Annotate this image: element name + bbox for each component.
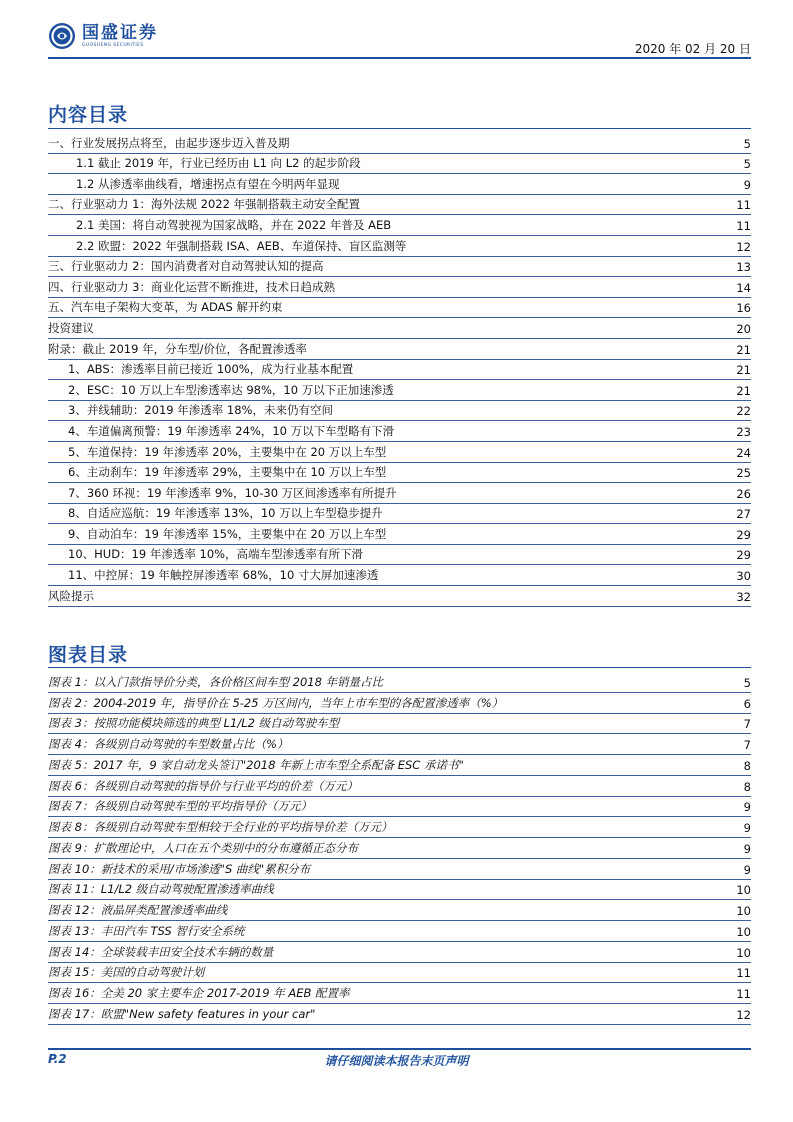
entry-page-number: 6 <box>743 696 751 711</box>
entry-title: 图表 3：按照功能模块筛选的典型 L1/L2 级自动驾驶车型 <box>48 716 340 731</box>
figure-entry[interactable] <box>48 921 751 942</box>
toc-entry[interactable] <box>48 565 751 586</box>
entry-page-number: 32 <box>736 589 751 604</box>
toc-entry[interactable] <box>48 236 751 257</box>
entry-page-number: 8 <box>743 758 751 773</box>
entry-title: 图表 10：新技术的采用/市场渗透"S 曲线"累积分布 <box>48 861 311 876</box>
figure-entry[interactable] <box>48 714 751 735</box>
toc-entry[interactable] <box>48 277 751 298</box>
entry-title: 11、中控屏：19 年触控屏渗透率 68%，10 寸大屏加速渗透 <box>68 568 379 583</box>
entry-title: 三、行业驱动力 2：国内消费者对自动驾驶认知的提高 <box>48 259 324 274</box>
entry-title: 2.2 欧盟：2022 年强制搭载 ISA、AEB、车道保持、盲区监测等 <box>76 238 407 253</box>
figure-entry[interactable] <box>48 900 751 921</box>
figure-entry[interactable] <box>48 1004 751 1025</box>
entry-title: 图表 12：液晶屏类配置渗透率曲线 <box>48 903 228 917</box>
toc-title: 内容目录 <box>48 104 129 126</box>
entry-title: 图表 6：各级别自动驾驶的指导价与行业平均的价差（万元） <box>48 778 358 793</box>
entry-title: 附录：截止 2019 年，分车型/价位，各配置渗透率 <box>48 341 307 356</box>
figure-entry[interactable] <box>48 672 751 693</box>
toc-entry[interactable] <box>48 298 751 319</box>
entry-page-number: 16 <box>736 301 751 316</box>
entry-title: 图表 7：各级别自动驾驶车型的平均指导价（万元） <box>48 799 312 814</box>
guosheng-logo-icon <box>48 22 76 50</box>
toc-entry[interactable] <box>48 463 751 484</box>
toc-entry[interactable] <box>48 421 751 442</box>
company-logo <box>48 22 158 50</box>
entry-title: 二、行业驱动力 1：海外法规 2022 年强制搭载主动安全配置 <box>48 197 361 212</box>
entry-title: 10、HUD：19 年渗透率 10%，高端车型渗透率有所下滑 <box>68 547 364 562</box>
entry-page-number: 24 <box>736 445 751 460</box>
entry-title: 1.1 截止 2019 年，行业已经历由 L1 向 L2 的起步阶段 <box>76 156 361 171</box>
entry-title: 五、汽车电子架构大变革，为 ADAS 解开约束 <box>48 300 283 315</box>
entry-page-number: 29 <box>736 548 751 563</box>
entry-title: 3、并线辅助：2019 年渗透率 18%，未来仍有空间 <box>68 403 333 418</box>
toc-entry[interactable] <box>48 174 751 195</box>
entry-page-number: 8 <box>743 779 751 794</box>
figure-entry[interactable] <box>48 983 751 1004</box>
entry-title: 投资建议 <box>48 320 94 335</box>
entry-title: 图表 15：美国的自动驾驶计划 <box>48 965 205 980</box>
entry-page-number: 21 <box>736 342 751 357</box>
figure-entry[interactable] <box>48 797 751 818</box>
entry-title: 图表 9：扩散理论中，人口在五个类别中的分布遵循正态分布 <box>48 840 358 855</box>
toc-entry[interactable] <box>48 257 751 278</box>
entry-title: 2.1 美国：将自动驾驶视为国家战略，并在 2022 年普及 AEB <box>76 217 392 232</box>
figure-entry[interactable] <box>48 734 751 755</box>
entry-title: 图表 13：丰田汽车 TSS 智行安全系统 <box>48 923 245 938</box>
page-number: P.2 <box>48 1052 67 1066</box>
disclaimer-note: 请仔细阅读本报告末页声明 <box>324 1054 469 1068</box>
entry-page-number: 9 <box>743 862 751 877</box>
toc-entry[interactable] <box>48 154 751 175</box>
entry-title: 风险提示 <box>48 588 94 603</box>
entry-title: 图表 5：2017 年，9 家自动龙头签订"2018 年新上市车型全系配备 ESC 承诺书" <box>48 757 464 772</box>
entry-page-number: 12 <box>736 239 751 254</box>
toc-entry[interactable] <box>48 339 751 360</box>
figures-title-divider <box>48 667 751 668</box>
entry-title: 2、ESC：10 万以上车型渗透率达 98%，10 万以下正加速渗透 <box>68 382 394 397</box>
entry-title: 5、车道保持：19 年渗透率 20%，主要集中在 20 万以上车型 <box>68 444 387 459</box>
figure-entry[interactable] <box>48 942 751 963</box>
entry-title: 4、车道偏离预警：19 年渗透率 24%，10 万以下车型略有下滑 <box>68 423 395 438</box>
entry-title: 8、自适应巡航：19 年渗透率 13%，10 万以上车型稳步提升 <box>68 506 383 521</box>
entry-page-number: 7 <box>743 738 751 752</box>
entry-page-number: 26 <box>736 486 751 501</box>
entry-page-number: 10 <box>736 904 751 918</box>
toc-entry[interactable] <box>48 195 751 216</box>
entry-page-number: 11 <box>736 198 751 213</box>
entry-title: 图表 14：全球装载丰田安全技术车辆的数量 <box>48 944 274 959</box>
figure-entry[interactable] <box>48 963 751 984</box>
entry-page-number: 7 <box>743 717 751 732</box>
entry-page-number: 5 <box>743 675 751 690</box>
entry-title: 6、主动刹车：19 年渗透率 29%，主要集中在 10 万以上车型 <box>68 465 387 480</box>
toc-entry[interactable] <box>48 133 751 154</box>
entry-title: 9、自动泊车：19 年渗透率 15%，主要集中在 20 万以上车型 <box>68 526 387 541</box>
entry-page-number: 21 <box>736 383 751 398</box>
toc-entry[interactable] <box>48 380 751 401</box>
figures-title: 图表目录 <box>48 644 129 666</box>
figure-entry[interactable] <box>48 859 751 880</box>
toc-entry[interactable] <box>48 524 751 545</box>
entry-page-number: 10 <box>736 924 751 939</box>
entry-page-number: 11 <box>736 966 751 981</box>
footer-divider <box>48 1048 751 1050</box>
entry-title: 图表 1：以入门款指导价分类，各价格区间车型 2018 年销量占比 <box>48 674 384 689</box>
figure-entry[interactable] <box>48 776 751 797</box>
entry-title: 1、ABS：渗透率目前已接近 100%，成为行业基本配置 <box>68 362 354 377</box>
figure-entry[interactable] <box>48 817 751 838</box>
entry-page-number: 9 <box>743 800 751 815</box>
entry-page-number: 5 <box>743 136 751 151</box>
entry-page-number: 10 <box>736 883 751 898</box>
toc-entry[interactable] <box>48 483 751 504</box>
figure-entry[interactable] <box>48 838 751 859</box>
toc-entry[interactable] <box>48 545 751 566</box>
entry-title: 1.2 从渗透率曲线看，增速拐点有望在今明两年显现 <box>76 176 340 191</box>
entry-page-number: 14 <box>736 280 751 295</box>
figures-list <box>48 672 751 1025</box>
entry-page-number: 22 <box>736 404 751 419</box>
toc-entry[interactable] <box>48 360 751 381</box>
figure-entry[interactable] <box>48 693 751 714</box>
entry-page-number: 5 <box>743 157 751 172</box>
toc-entry[interactable] <box>48 215 751 236</box>
toc-entry[interactable] <box>48 401 751 422</box>
header-divider <box>48 57 751 59</box>
figure-entry[interactable] <box>48 755 751 776</box>
toc-entry[interactable] <box>48 586 751 607</box>
entry-page-number: 9 <box>743 177 751 192</box>
toc-entry[interactable] <box>48 318 751 339</box>
entry-title: 图表 8：各级别自动驾驶车型相较于全行业的平均指导价差（万元） <box>48 820 393 834</box>
entry-page-number: 13 <box>736 260 751 275</box>
page-header <box>48 22 751 60</box>
entry-page-number: 27 <box>736 507 751 522</box>
figure-entry[interactable] <box>48 880 751 901</box>
toc-list <box>48 133 751 607</box>
logo-name-en: GUOSHENG SECURITIES <box>82 43 144 48</box>
entry-title: 一、行业发展拐点将至，由起步逐步迈入普及期 <box>48 135 290 150</box>
entry-page-number: 9 <box>743 821 751 835</box>
entry-page-number: 11 <box>736 218 751 233</box>
entry-page-number: 23 <box>736 424 751 439</box>
entry-page-number: 11 <box>736 987 751 1001</box>
logo-name-cn: 国盛证券 <box>82 23 158 43</box>
entry-title: 图表 16：全美 20 家主要车企 2017-2019 年 AEB 配置率 <box>48 986 350 1000</box>
entry-page-number: 12 <box>736 1007 751 1022</box>
toc-title-divider <box>48 128 751 129</box>
entry-page-number: 10 <box>736 945 751 960</box>
entry-page-number: 25 <box>736 466 751 481</box>
entry-title: 图表 11：L1/L2 级自动驾驶配置渗透率曲线 <box>48 882 274 897</box>
entry-page-number: 20 <box>736 321 751 336</box>
toc-entry[interactable] <box>48 442 751 463</box>
entry-page-number: 9 <box>743 841 751 856</box>
entry-title: 7、360 环视：19 年渗透率 9%，10-30 万区间渗透率有所提升 <box>68 485 397 500</box>
entry-title: 图表 2：2004-2019 年，指导价在 5-25 万区间内，当年上市车型的各配置渗透率（%） <box>48 695 504 710</box>
entry-page-number: 29 <box>736 527 751 542</box>
entry-page-number: 21 <box>736 363 751 378</box>
report-date: 2020 年 02 月 20 日 <box>634 42 751 56</box>
entry-title: 四、行业驱动力 3：商业化运营不断推进，技术日趋成熟 <box>48 279 335 294</box>
entry-title: 图表 17：欧盟"New safety features in your car" <box>48 1006 316 1021</box>
entry-title: 图表 4：各级别自动驾驶的车型数量占比（%） <box>48 737 289 751</box>
toc-entry[interactable] <box>48 504 751 525</box>
entry-page-number: 30 <box>736 569 751 584</box>
